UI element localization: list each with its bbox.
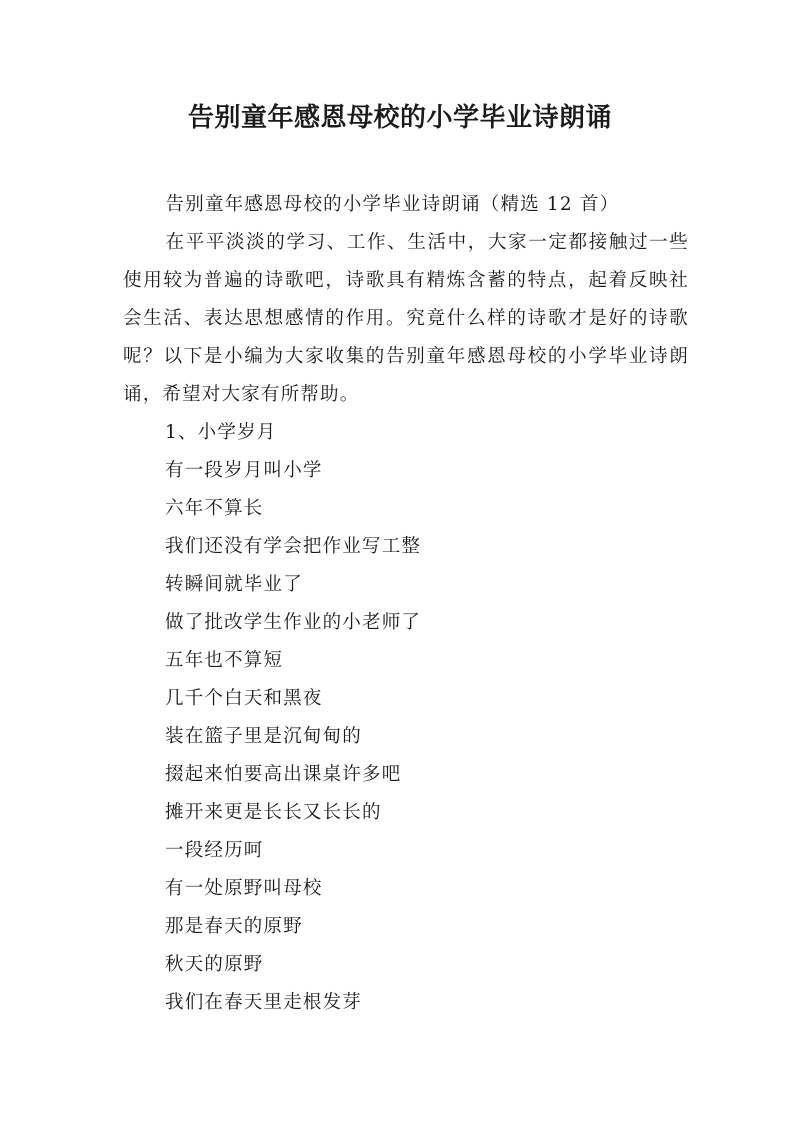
- subtitle-paragraph: 告别童年感恩母校的小学毕业诗朗诵（精选 12 首）: [165, 194, 620, 215]
- poem-line: 转瞬间就毕业了: [165, 574, 303, 595]
- poem-line: 我们在春天里走根发芽: [165, 992, 363, 1013]
- poem-line: 有一段岁月叫小学: [165, 460, 323, 481]
- poem-line: 掇起来怕要高出课桌许多吧: [165, 764, 402, 785]
- poem-line: 有一处原野叫母校: [165, 878, 323, 899]
- intro-paragraph: 在平平淡淡的学习、工作、生活中，大家一定都接触过一些使用较为普遍的诗歌吧，诗歌具有精炼含蓄的特点，起着反映社会生活、表达思想感情的作用。究竟什么样的诗歌才是好的诗歌呢？以下是小编为大家收集的告别童年感恩母校的小学毕业诗朗诵，希望对大家有所帮助。: [123, 232, 689, 405]
- section-heading: 1、小学岁月: [165, 422, 277, 443]
- poem-line: 秋天的原野: [165, 954, 264, 975]
- poem-line: 一段经历呵: [165, 840, 264, 861]
- document-title: 告别童年感恩母校的小学毕业诗朗诵: [187, 103, 612, 133]
- document-body: [123, 186, 689, 1022]
- poem-line: 装在篮子里是沉甸甸的: [165, 726, 363, 747]
- poem-line: 摊开来更是长长又长长的: [165, 802, 382, 823]
- poem-line: 做了批改学生作业的小老师了: [165, 612, 422, 633]
- poem-line: 我们还没有学会把作业写工整: [165, 536, 422, 557]
- poem-line: 五年也不算短: [165, 650, 284, 671]
- poem-line: 那是春天的原野: [165, 916, 303, 937]
- poem-line: 几千个白天和黑夜: [165, 688, 323, 709]
- poem-line: 六年不算长: [165, 498, 264, 519]
